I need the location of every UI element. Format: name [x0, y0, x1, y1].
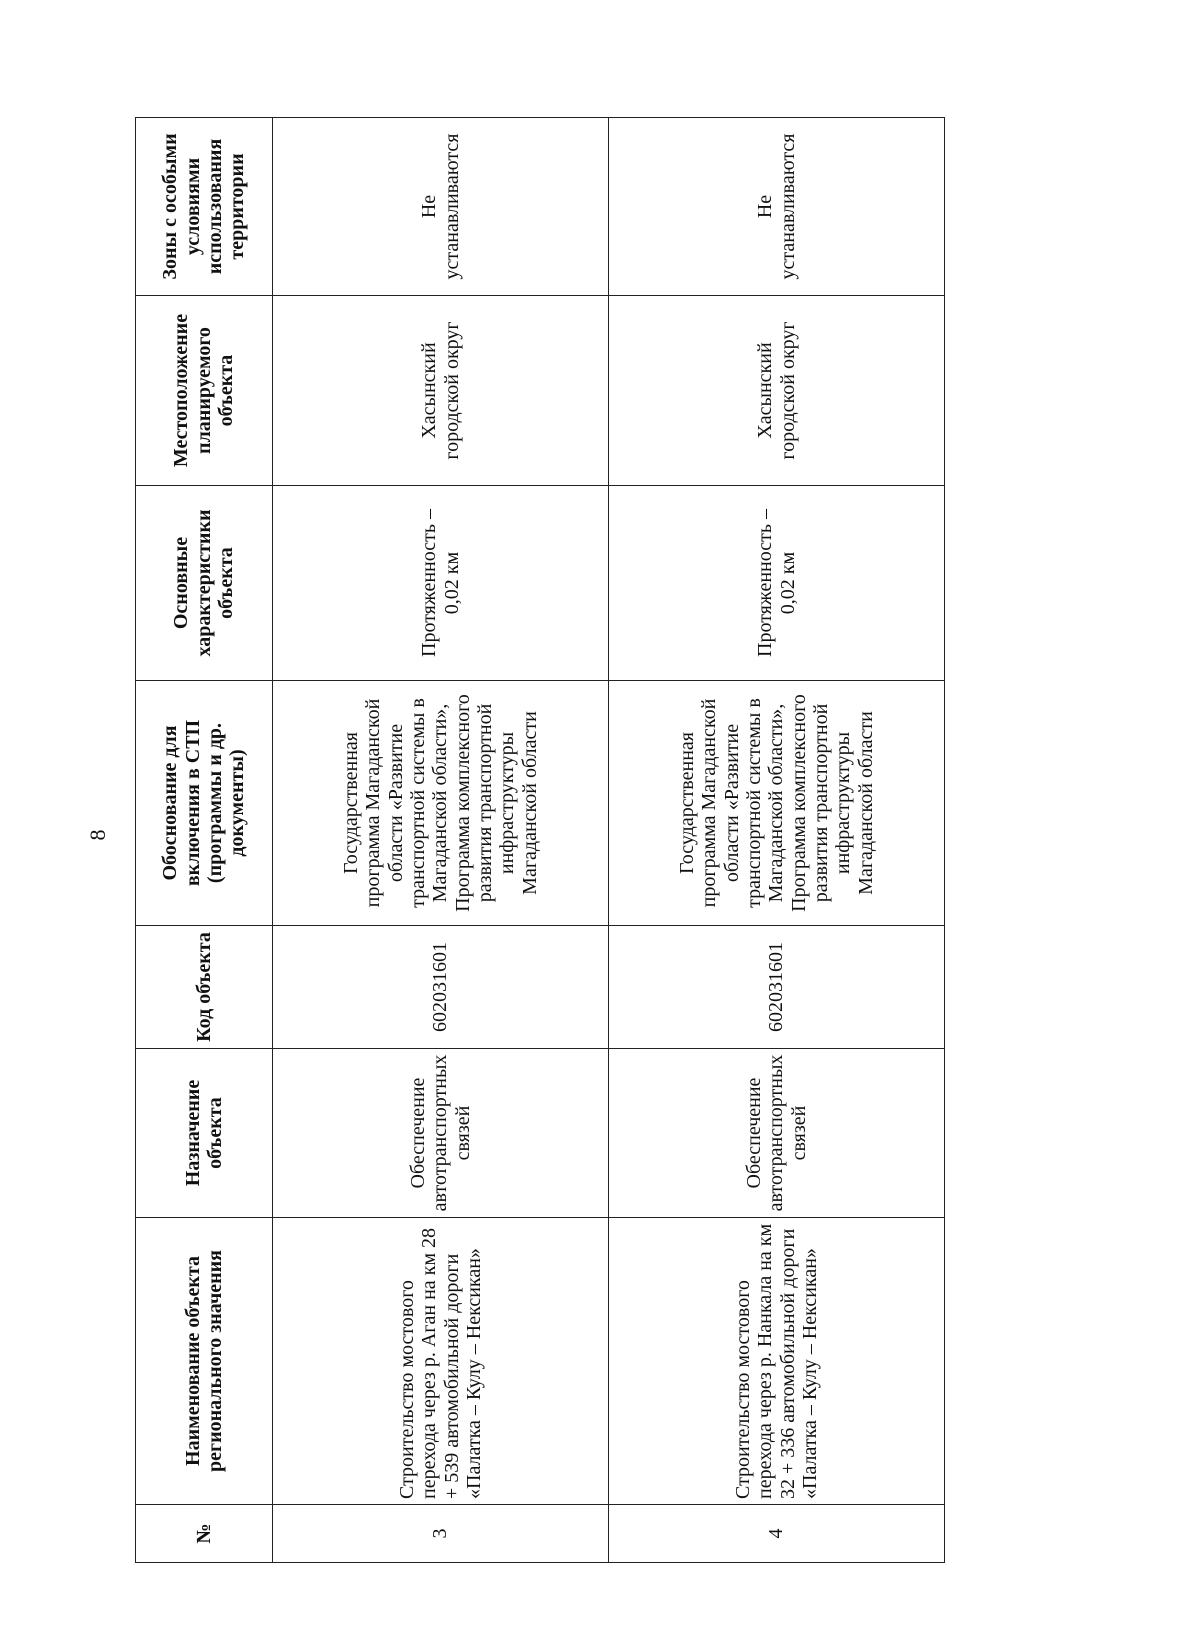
cell-characteristics: Протяженность – 0,02 км [273, 486, 609, 681]
table-row [609, 118, 945, 1563]
cell-num: 4 [609, 1505, 945, 1563]
cell-name: Строительство мостового перехода через р. Нанкала на км 32 + 336 автомобильной дороги «Палатка – Кулу – Нексикан» [609, 1218, 945, 1505]
table-header-row [136, 118, 273, 1563]
cell-characteristics: Протяженность – 0,02 км [609, 486, 945, 681]
header-location: Местоположение планируемого объекта [136, 296, 273, 486]
cell-zones: Не устанавливаются [273, 118, 609, 296]
cell-basis: Государственная программа Магаданской области «Развитие транспортной системы в Магаданской области», Программа комплексного развития транспортной инфраструктуры Магаданской области [273, 681, 609, 926]
cell-num: 3 [273, 1505, 609, 1563]
header-characteristics: Основные характеристики объекта [136, 486, 273, 681]
cell-code: 602031601 [273, 926, 609, 1049]
header-name: Наименование объекта регионального значения [136, 1218, 273, 1505]
header-num: № [136, 1505, 273, 1563]
cell-zones: Не устанавливаются [609, 118, 945, 296]
cell-purpose: Обеспечение автотранспортных связей [273, 1049, 609, 1218]
cell-name: Строительство мостового перехода через р. Аган на км 28 + 539 автомобильной дороги «Палатка – Кулу – Нексикан» [273, 1218, 609, 1505]
table-row [273, 118, 609, 1563]
header-purpose: Назначение объекта [136, 1049, 273, 1218]
header-code: Код объекта [136, 926, 273, 1049]
cell-location: Хасынский городской округ [609, 296, 945, 486]
cell-basis: Государственная программа Магаданской области «Развитие транспортной системы в Магаданской области», Программа комплексного развития транспортной инфраструктуры Магаданской области [609, 681, 945, 926]
cell-purpose: Обеспечение автотранспортных связей [609, 1049, 945, 1218]
cell-location: Хасынский городской округ [273, 296, 609, 486]
cell-code: 602031601 [609, 926, 945, 1049]
page-number: 8 [85, 829, 110, 841]
header-zones: Зоны с особыми условиями использования территории [136, 118, 273, 296]
header-basis: Обоснование для включения в СТП (программы и др. документы) [136, 681, 273, 926]
rotated-table-container [135, 118, 945, 1563]
objects-table [135, 117, 945, 1563]
